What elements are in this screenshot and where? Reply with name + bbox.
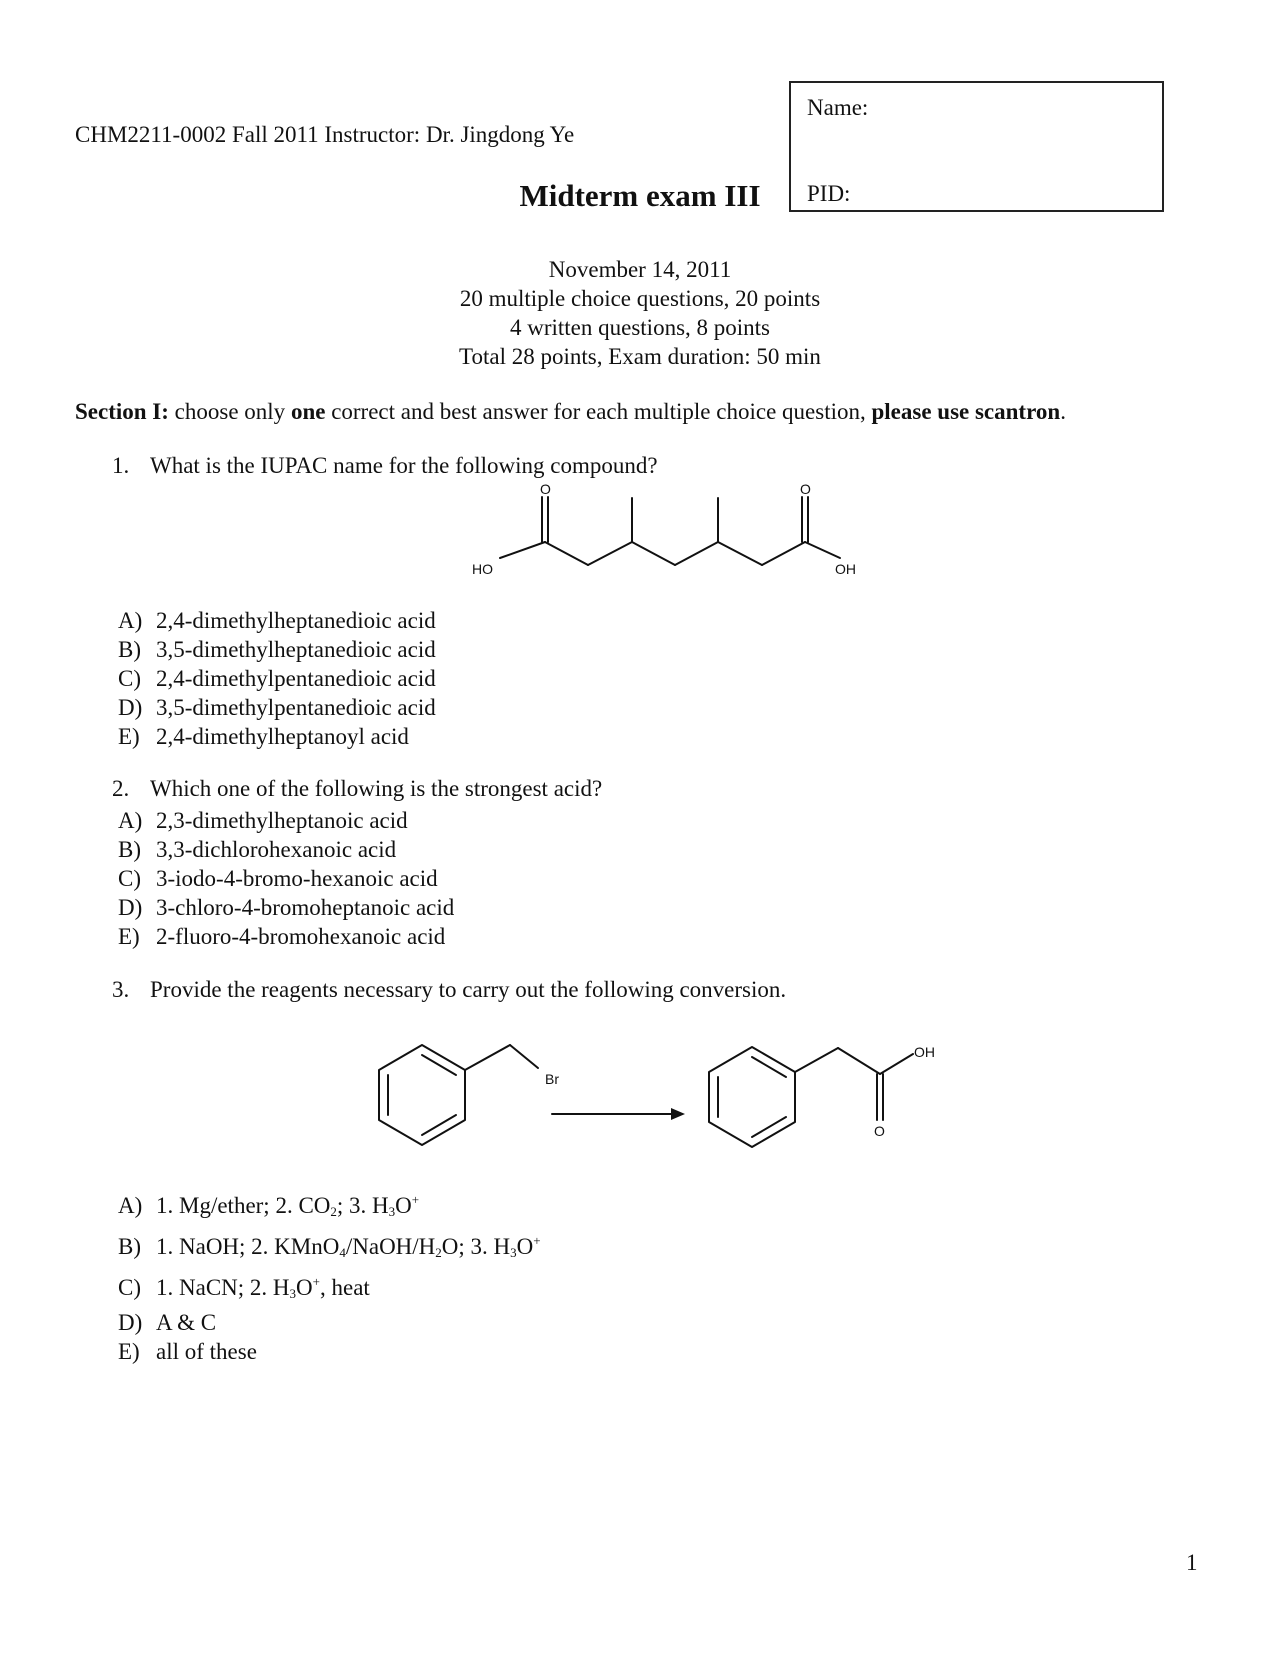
- subscript: 2: [435, 1245, 442, 1260]
- section-label: Section I:: [75, 399, 169, 424]
- name-pid-box: [789, 81, 1164, 212]
- q1-options: [118, 606, 436, 751]
- section-emph-scantron: please use scantron: [871, 399, 1061, 424]
- option-a: [118, 606, 436, 635]
- option-text: 2,4-dimethylpentanedioic acid: [156, 666, 436, 691]
- option-text: 3,5-dimethylpentanedioic acid: [156, 695, 436, 720]
- section-text-b: correct and best answer for each multiple choice question,: [331, 399, 866, 424]
- question-3: [112, 977, 786, 1003]
- option-text: /NaOH/H: [345, 1234, 436, 1259]
- subscript: 3: [289, 1286, 297, 1301]
- q1-atom-o-left: O: [540, 481, 551, 497]
- subscript: 3: [388, 1204, 396, 1219]
- option-c: [118, 1267, 541, 1308]
- option-text: 3,3-dichlorohexanoic acid: [156, 837, 397, 862]
- option-e: [118, 922, 454, 951]
- option-b: [118, 1226, 541, 1267]
- option-letter: A): [118, 608, 143, 633]
- name-label: Name:: [807, 95, 869, 120]
- exam-written-summary: 4 written questions, 8 points: [509, 315, 771, 340]
- option-b: [118, 635, 436, 664]
- q3-atom-o: O: [874, 1123, 885, 1139]
- exam-total-duration: Total 28 points, Exam duration: 50 min: [459, 344, 821, 369]
- option-letter: B): [118, 1234, 141, 1259]
- superscript: +: [312, 1274, 320, 1289]
- option-letter: B): [118, 637, 141, 662]
- superscript: +: [533, 1233, 541, 1248]
- subscript: 3: [510, 1245, 517, 1260]
- course-line: CHM2211-0002 Fall 2011 Instructor: Dr. Jingdong Ye: [75, 122, 575, 147]
- option-text: all of these: [156, 1339, 257, 1364]
- option-d: [118, 693, 436, 722]
- exam-info: [340, 255, 940, 371]
- q3-atom-oh: OH: [914, 1044, 935, 1060]
- option-text: 1. NaOH; 2. KMnO: [156, 1234, 340, 1259]
- option-a: [118, 1185, 541, 1226]
- option-text: O: [395, 1193, 412, 1218]
- question-text: Which one of the following is the strongest acid?: [150, 776, 603, 801]
- exam-date: November 14, 2011: [548, 257, 732, 282]
- section-text-a: choose only: [174, 399, 286, 424]
- option-c: [118, 864, 454, 893]
- arrow-head: [671, 1108, 685, 1120]
- option-letter: C): [118, 1275, 141, 1300]
- q3-atom-br: Br: [545, 1071, 559, 1087]
- option-letter: D): [118, 695, 143, 720]
- option-text: 2-fluoro-4-bromohexanoic acid: [156, 924, 446, 949]
- q3-options: [118, 1185, 541, 1366]
- q1-atom-oh: OH: [835, 561, 856, 577]
- option-letter: E): [118, 1339, 140, 1364]
- option-text: O: [516, 1234, 534, 1259]
- option-text: 1. NaCN; 2. H: [156, 1275, 290, 1300]
- option-letter: E): [118, 924, 140, 949]
- option-text: A & C: [156, 1310, 217, 1335]
- option-letter: A): [118, 1193, 143, 1218]
- option-e: [118, 722, 436, 751]
- option-letter: D): [118, 895, 143, 920]
- option-b: [118, 835, 454, 864]
- question-text: What is the IUPAC name for the following compound?: [150, 453, 658, 478]
- option-text: 3-iodo-4-bromo-hexanoic acid: [156, 866, 438, 891]
- page-number: 1: [1186, 1550, 1198, 1575]
- exam-mc-summary: 20 multiple choice questions, 20 points: [459, 286, 821, 311]
- option-e: [118, 1337, 541, 1366]
- pid-label: PID:: [807, 181, 851, 206]
- option-text: O: [296, 1275, 313, 1300]
- option-letter: B): [118, 837, 141, 862]
- superscript: +: [411, 1192, 420, 1207]
- q3-reaction-scheme: [360, 1030, 960, 1160]
- question-2: [112, 776, 602, 802]
- option-text: 2,4-dimethylheptanoyl acid: [156, 724, 409, 749]
- option-letter: C): [118, 866, 141, 891]
- section-end: .: [1060, 399, 1066, 424]
- option-d: [118, 1308, 541, 1337]
- subscript: 4: [339, 1245, 346, 1260]
- question-number: 2.: [112, 776, 130, 801]
- option-text: , heat: [320, 1275, 370, 1300]
- option-text: ; 3. H: [336, 1193, 389, 1218]
- section-emph-one: one: [290, 399, 326, 424]
- option-text: 3,5-dimethylheptanedioic acid: [156, 637, 436, 662]
- q1-atom-o-right: O: [800, 481, 811, 497]
- question-number: 3.: [112, 977, 130, 1002]
- subscript: 2: [330, 1204, 337, 1219]
- question-number: 1.: [112, 453, 130, 478]
- option-c: [118, 664, 436, 693]
- q1-atom-ho: HO: [472, 561, 493, 577]
- option-text: 1. Mg/ether; 2. CO: [156, 1193, 331, 1218]
- option-d: [118, 893, 454, 922]
- option-letter: D): [118, 1310, 143, 1335]
- option-a: [118, 806, 454, 835]
- option-text: O; 3. H: [441, 1234, 511, 1259]
- question-1: [112, 453, 658, 479]
- option-letter: E): [118, 724, 140, 749]
- option-text: 2,4-dimethylheptanedioic acid: [156, 608, 436, 633]
- q1-structure: [470, 480, 870, 580]
- option-letter: A): [118, 808, 143, 833]
- question-text: Provide the reagents necessary to carry out the following conversion.: [150, 977, 787, 1002]
- exam-title: Midterm exam III: [519, 178, 761, 213]
- section-instructions: [75, 399, 1235, 425]
- q2-options: [118, 806, 454, 951]
- option-text: 3-chloro-4-bromoheptanoic acid: [156, 895, 455, 920]
- option-letter: C): [118, 666, 141, 691]
- option-text: 2,3-dimethylheptanoic acid: [156, 808, 408, 833]
